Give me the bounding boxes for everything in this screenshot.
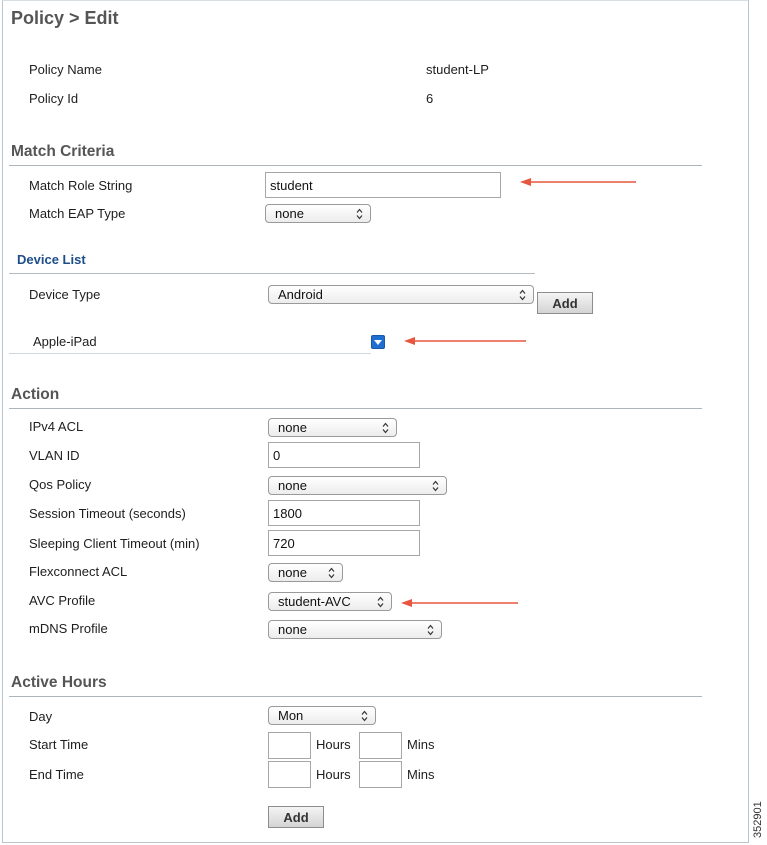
page-title: Policy > Edit: [11, 8, 119, 28]
select-chevron-icon: [519, 289, 526, 301]
start-mins-label: Mins: [407, 737, 435, 752]
match-role-string-label: Match Role String: [29, 178, 133, 193]
device-entry-divider: [9, 353, 371, 354]
active-hours-divider: [9, 696, 702, 697]
day-select[interactable]: [268, 706, 376, 725]
match-criteria-heading: Match Criteria: [11, 143, 115, 160]
match-eap-type-select[interactable]: [265, 204, 371, 223]
device-add-button[interactable]: Add: [537, 292, 593, 314]
flexconnect-acl-value: none: [278, 565, 307, 580]
chevron-down-icon: [374, 340, 382, 345]
device-list-divider: [9, 273, 535, 274]
ipv4-acl-label: IPv4 ACL: [29, 419, 84, 434]
ipv4-acl-select[interactable]: [268, 418, 397, 437]
device-list-entry: Apple-iPad: [33, 334, 97, 349]
dropdown-arrow-icon[interactable]: [371, 335, 385, 349]
sleeping-client-timeout-input[interactable]: [268, 530, 420, 556]
end-mins-input[interactable]: [359, 761, 402, 788]
device-type-select[interactable]: [268, 285, 534, 304]
select-chevron-icon: [427, 624, 434, 636]
sleeping-client-timeout-label: Sleeping Client Timeout (min): [29, 536, 200, 551]
qos-policy-label: Qos Policy: [29, 477, 92, 492]
select-chevron-icon: [382, 422, 389, 434]
avc-profile-label: AVC Profile: [29, 593, 96, 608]
policy-name-value: student-LP: [426, 62, 489, 77]
session-timeout-label: Session Timeout (seconds): [29, 506, 186, 521]
select-chevron-icon: [328, 567, 335, 579]
end-mins-label: Mins: [407, 767, 435, 782]
match-eap-type-value: none: [275, 206, 304, 221]
active-hours-heading: Active Hours: [11, 674, 107, 691]
action-heading: Action: [11, 386, 60, 403]
select-chevron-icon: [361, 710, 368, 722]
session-timeout-input[interactable]: [268, 500, 420, 526]
vlan-id-input[interactable]: [268, 442, 420, 468]
vlan-id-label: VLAN ID: [29, 448, 80, 463]
start-mins-input[interactable]: [359, 732, 402, 759]
flexconnect-acl-label: Flexconnect ACL: [29, 564, 128, 579]
action-divider: [9, 408, 702, 409]
policy-name-label: Policy Name: [29, 62, 102, 77]
end-hours-input[interactable]: [268, 761, 311, 788]
start-time-label: Start Time: [29, 737, 89, 752]
day-value: Mon: [278, 708, 304, 723]
device-type-label: Device Type: [29, 287, 101, 302]
flexconnect-acl-select[interactable]: [268, 563, 343, 582]
avc-profile-value: student-AVC: [278, 594, 351, 609]
day-label: Day: [29, 709, 53, 724]
mdns-profile-select[interactable]: [268, 620, 442, 639]
select-chevron-icon: [356, 208, 363, 220]
start-hours-label: Hours: [316, 737, 351, 752]
annotation-arrow-device: [402, 336, 528, 346]
annotation-arrow-avc: [399, 598, 520, 608]
match-criteria-divider: [9, 165, 702, 166]
mdns-profile-value: none: [278, 622, 307, 637]
policy-id-label: Policy Id: [29, 91, 79, 106]
end-hours-label: Hours: [316, 767, 351, 782]
end-time-label: End Time: [29, 767, 84, 782]
active-hours-add-button[interactable]: Add: [268, 806, 324, 828]
avc-profile-select[interactable]: [268, 592, 392, 611]
select-chevron-icon: [377, 596, 384, 608]
select-chevron-icon: [432, 480, 439, 492]
qos-policy-select[interactable]: [268, 476, 447, 495]
device-list-heading: Device List: [17, 252, 86, 267]
qos-policy-value: none: [278, 478, 307, 493]
policy-id-value: 6: [426, 91, 434, 106]
figure-id: 352901: [752, 801, 764, 838]
start-hours-input[interactable]: [268, 732, 311, 759]
match-role-string-input[interactable]: [265, 172, 501, 198]
ipv4-acl-value: none: [278, 420, 307, 435]
match-eap-type-label: Match EAP Type: [29, 206, 126, 221]
mdns-profile-label: mDNS Profile: [29, 621, 108, 636]
device-type-value: Android: [278, 287, 323, 302]
annotation-arrow-role: [518, 177, 638, 187]
